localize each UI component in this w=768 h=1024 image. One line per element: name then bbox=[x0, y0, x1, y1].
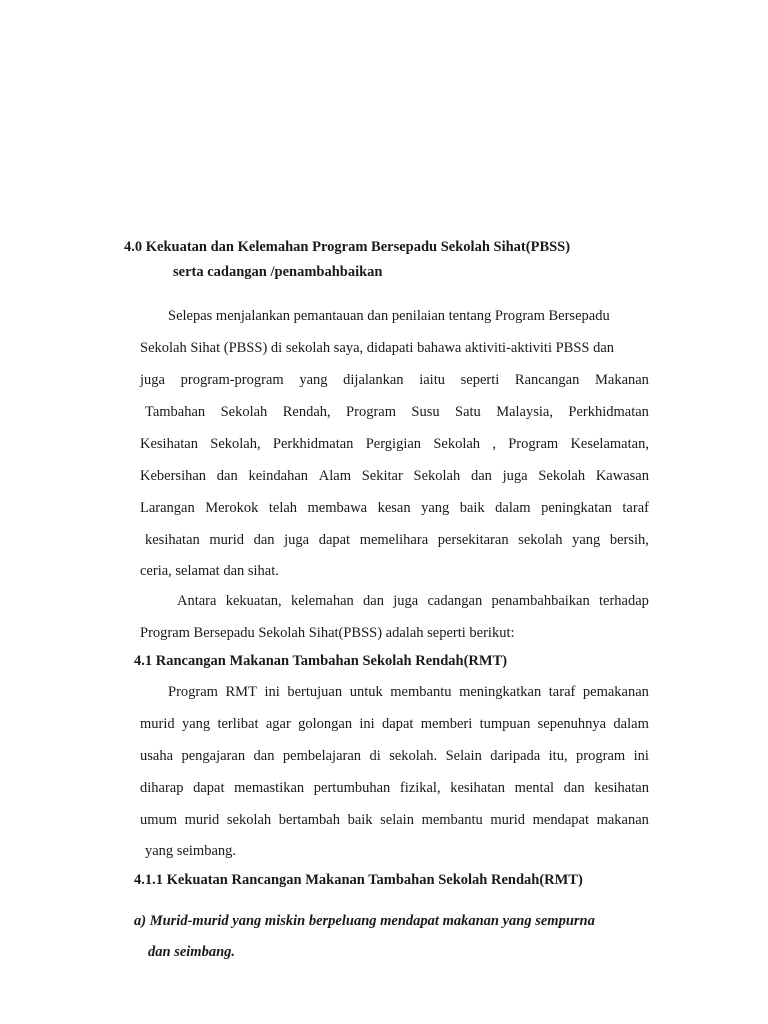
word: daripada bbox=[490, 748, 541, 764]
word: sepenuhnya bbox=[537, 716, 607, 732]
word: makanan bbox=[596, 812, 649, 828]
word: dan bbox=[253, 532, 275, 548]
word: juga bbox=[393, 593, 419, 609]
word: golongan bbox=[298, 716, 353, 732]
word: Malaysia, bbox=[496, 404, 553, 420]
word: Program bbox=[508, 436, 559, 452]
word: membantu bbox=[390, 684, 452, 700]
paragraph1-line bbox=[140, 435, 649, 453]
word: , bbox=[492, 436, 496, 452]
word: Sekolah bbox=[433, 436, 481, 452]
word: dalam bbox=[495, 500, 531, 516]
subsection-41-heading: 4.1 Rancangan Makanan Tambahan Sekolah Rendah(RMT) bbox=[134, 653, 508, 669]
word: kesan bbox=[377, 500, 411, 516]
word: dapat bbox=[193, 780, 225, 796]
word: baik bbox=[459, 500, 485, 516]
word: juga bbox=[502, 468, 528, 484]
word: keindahan bbox=[248, 468, 309, 484]
word: program-program bbox=[180, 372, 284, 388]
word: juga bbox=[140, 372, 165, 388]
paragraph1-line: Sekolah Sihat (PBSS) di sekolah saya, didapati bahawa aktiviti-aktiviti PBSS dan bbox=[140, 340, 615, 356]
word: meningkatkan bbox=[459, 684, 542, 700]
word: Larangan bbox=[140, 500, 195, 516]
word: ini bbox=[264, 684, 280, 700]
paragraph1-line bbox=[140, 467, 649, 485]
word: pertumbuhan bbox=[313, 780, 391, 796]
word: kesihatan bbox=[145, 532, 200, 548]
word: Rancangan bbox=[514, 372, 580, 388]
word: murid bbox=[209, 532, 244, 548]
word: terlibat bbox=[217, 716, 259, 732]
word: sekolah bbox=[518, 532, 563, 548]
subsection-41-line bbox=[140, 715, 649, 733]
word: terhadap bbox=[599, 593, 649, 609]
subsection-41-line bbox=[140, 779, 649, 797]
paragraph1-line: ceria, selamat dan sihat. bbox=[140, 563, 279, 579]
word: Sekolah bbox=[220, 404, 268, 420]
word: RMT bbox=[225, 684, 257, 700]
word: dapat bbox=[318, 532, 351, 548]
word: dan bbox=[470, 468, 492, 484]
word: kesihatan bbox=[450, 780, 505, 796]
word: program bbox=[576, 748, 626, 764]
word: memastikan bbox=[234, 780, 305, 796]
word: dan bbox=[563, 780, 585, 796]
word: bertujuan bbox=[287, 684, 343, 700]
word: taraf bbox=[548, 684, 576, 700]
word: Sekolah, bbox=[210, 436, 261, 452]
word: Makanan bbox=[594, 372, 649, 388]
point-a-line2: dan seimbang. bbox=[148, 944, 236, 960]
paragraph1-line bbox=[145, 531, 649, 549]
subsection-41-line bbox=[140, 811, 649, 829]
word: dapat bbox=[382, 716, 414, 732]
word: cadangan bbox=[427, 593, 483, 609]
word: dan bbox=[363, 593, 384, 609]
word: di bbox=[369, 748, 381, 764]
word: untuk bbox=[349, 684, 383, 700]
word: Rendah, bbox=[282, 404, 331, 420]
word: ini bbox=[633, 748, 649, 764]
word: peningkatan bbox=[541, 500, 612, 516]
word: Program bbox=[168, 684, 218, 700]
word: baik bbox=[347, 812, 373, 828]
word: dan bbox=[253, 748, 275, 764]
subsection-411-heading: 4.1.1 Kekuatan Rancangan Makanan Tambahan Sekolah Rendah(RMT) bbox=[134, 872, 583, 888]
word: membawa bbox=[307, 500, 368, 516]
word: juga bbox=[284, 532, 310, 548]
word: mendapat bbox=[532, 812, 589, 828]
word: umum bbox=[140, 812, 178, 828]
word: Perkhidmatan bbox=[272, 436, 354, 452]
word: bersih, bbox=[609, 532, 649, 548]
word: kekuatan, bbox=[225, 593, 282, 609]
word: murid bbox=[140, 716, 175, 732]
word: murid bbox=[184, 812, 220, 828]
word: Antara bbox=[177, 593, 217, 609]
word: mental bbox=[514, 780, 555, 796]
word: bertambah bbox=[278, 812, 340, 828]
word: dan bbox=[216, 468, 238, 484]
word: taraf bbox=[622, 500, 649, 516]
word: persekitaran bbox=[437, 532, 509, 548]
subsection-41-line bbox=[140, 747, 649, 765]
paragraph1-line: Selepas menjalankan pemantauan dan penilaian tentang Program Bersepadu bbox=[168, 308, 610, 324]
word: memelihara bbox=[359, 532, 429, 548]
word: ini bbox=[359, 716, 375, 732]
word: fizikal, bbox=[399, 780, 441, 796]
word: membantu bbox=[421, 812, 483, 828]
word: memberi bbox=[420, 716, 473, 732]
subsection-41-line: yang seimbang. bbox=[145, 843, 237, 859]
word: dijalankan bbox=[343, 372, 404, 388]
word: yang bbox=[181, 716, 211, 732]
word: selain bbox=[380, 812, 414, 828]
word: Sekolah bbox=[538, 468, 586, 484]
section-heading-line1: 4.0 Kekuatan dan Kelemahan Program Bersepadu Sekolah Sihat(PBSS) bbox=[124, 239, 571, 255]
word: yang bbox=[299, 372, 328, 388]
word: diharap bbox=[140, 780, 184, 796]
word: pemakanan bbox=[582, 684, 649, 700]
word: Program bbox=[346, 404, 396, 420]
word: agar bbox=[265, 716, 291, 732]
word: Keselamatan, bbox=[570, 436, 649, 452]
word: pembelajaran bbox=[282, 748, 362, 764]
word: Sekitar bbox=[361, 468, 403, 484]
word: sekolah. bbox=[389, 748, 438, 764]
word: Pergigian bbox=[365, 436, 422, 452]
word: dalam bbox=[613, 716, 649, 732]
paragraph2-line bbox=[177, 592, 649, 610]
word: Sekolah bbox=[413, 468, 461, 484]
paragraph1-line bbox=[145, 403, 649, 421]
word: yang bbox=[421, 500, 450, 516]
word: Kawasan bbox=[595, 468, 649, 484]
word: usaha bbox=[140, 748, 174, 764]
word: kelemahan bbox=[290, 593, 354, 609]
word: Kesihatan bbox=[140, 436, 198, 452]
point-a-line1: a) Murid-murid yang miskin berpeluang mendapat makanan yang sempurna bbox=[134, 913, 595, 929]
word: penambahbaikan bbox=[491, 593, 590, 609]
word: Kebersihan bbox=[140, 468, 207, 484]
word: telah bbox=[268, 500, 298, 516]
word: Susu bbox=[411, 404, 440, 420]
word: Perkhidmatan bbox=[568, 404, 649, 420]
subsection-41-line bbox=[168, 683, 649, 701]
word: sekolah bbox=[226, 812, 272, 828]
word: tumpuan bbox=[479, 716, 531, 732]
paragraph1-line bbox=[140, 371, 649, 389]
word: murid bbox=[490, 812, 526, 828]
section-heading-line2: serta cadangan /penambahbaikan bbox=[173, 264, 383, 280]
word: kesihatan bbox=[594, 780, 649, 796]
word: Selain bbox=[445, 748, 482, 764]
paragraph1-line bbox=[140, 499, 649, 517]
word: pengajaran bbox=[181, 748, 246, 764]
word: yang bbox=[572, 532, 601, 548]
paragraph2-line: Program Bersepadu Sekolah Sihat(PBSS) adalah seperti berikut: bbox=[140, 625, 515, 641]
word: seperti bbox=[460, 372, 500, 388]
word: Satu bbox=[455, 404, 481, 420]
word: itu, bbox=[548, 748, 568, 764]
word: Tambahan bbox=[145, 404, 206, 420]
word: iaitu bbox=[419, 372, 445, 388]
word: Alam bbox=[318, 468, 351, 484]
word: Merokok bbox=[205, 500, 259, 516]
